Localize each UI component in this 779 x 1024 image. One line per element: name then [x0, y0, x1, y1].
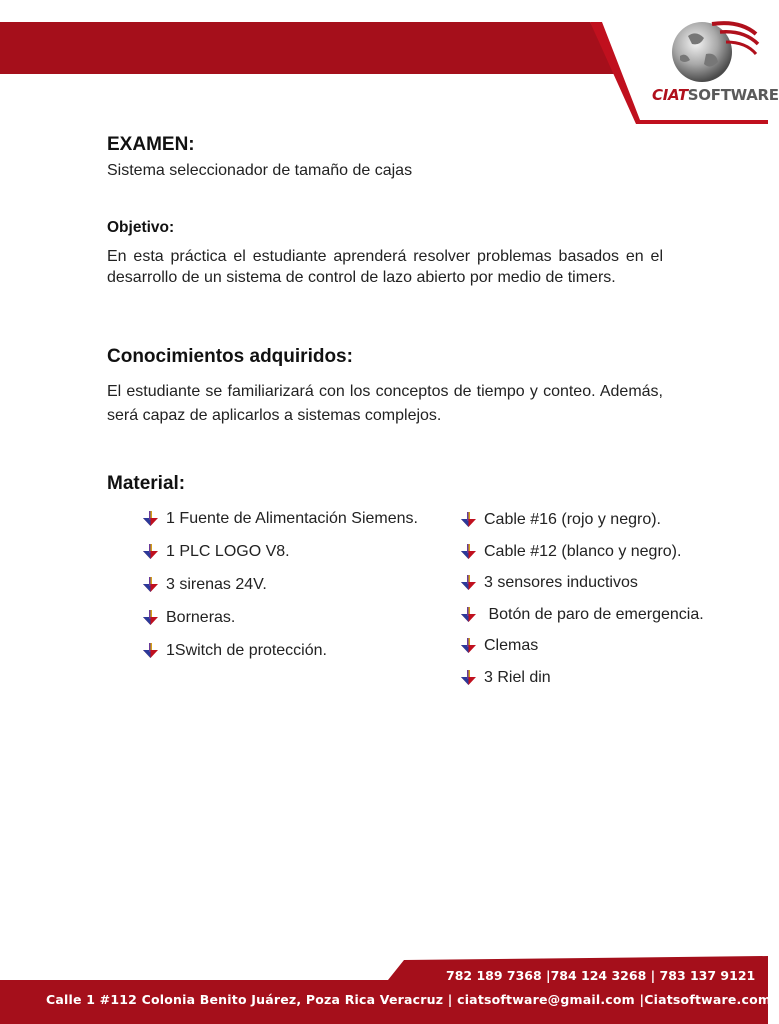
- brand-logo-text: [652, 86, 779, 104]
- globe-logo-icon: [660, 16, 760, 88]
- list-item: [460, 540, 760, 564]
- list-item-text: 1 Fuente de Alimentación Siemens.: [166, 510, 418, 527]
- arrow-bullet-icon: [460, 670, 478, 686]
- footer-address: Calle 1 #112 Colonia Benito Juárez, Poza Rica Veracruz | ciatsoftware@gmail.com |Ciatsoftware.com: [46, 992, 772, 1007]
- material-heading: Material:: [107, 473, 186, 494]
- list-item: [460, 571, 760, 595]
- footer-band: [0, 950, 768, 1024]
- objective-text: En esta práctica el estudiante aprenderá resolver problemas basados en el desarrollo de un sistema de control de lazo abierto por medio de timers.: [107, 248, 663, 286]
- list-item: [142, 540, 418, 564]
- list-item: [460, 634, 760, 658]
- list-item-text: Cable #16 (rojo y negro).: [484, 511, 661, 528]
- list-item-text: Borneras.: [166, 609, 236, 626]
- list-item-text: 1 PLC LOGO V8.: [166, 543, 290, 560]
- footer-phone-numbers: 782 189 7368 |784 124 3268 | 783 137 9121: [446, 968, 756, 983]
- arrow-bullet-icon: [460, 544, 478, 560]
- knowledge-text: El estudiante se familiarizará con los conceptos de tiempo y conteo. Además, será capaz de aplicarlos a sistemas complejos.: [107, 383, 663, 424]
- arrow-bullet-icon: [142, 577, 160, 593]
- list-item: [142, 639, 418, 663]
- list-item-text: 1Switch de protección.: [166, 642, 327, 659]
- exam-subtitle: Sistema seleccionador de tamaño de cajas: [107, 162, 413, 179]
- arrow-bullet-icon: [460, 607, 478, 623]
- list-item-text: 3 Riel din: [484, 668, 551, 686]
- arrow-bullet-icon: [460, 512, 478, 528]
- list-item-text: Botón de paro de emergencia.: [484, 605, 704, 623]
- knowledge-heading: Conocimientos adquiridos:: [107, 346, 353, 367]
- arrow-bullet-icon: [142, 511, 160, 527]
- arrow-bullet-icon: [142, 643, 160, 659]
- list-item-text: Clemas: [484, 637, 539, 654]
- brand-name-red: CIAT: [652, 86, 688, 104]
- arrow-bullet-icon: [460, 575, 478, 591]
- list-item: [460, 508, 760, 532]
- list-item: [460, 666, 760, 690]
- list-item: [142, 606, 418, 630]
- list-item-text: 3 sensores inductivos: [484, 574, 638, 591]
- list-item: [460, 603, 760, 627]
- exam-title: EXAMEN:: [107, 134, 195, 155]
- objective-heading: Objetivo:: [107, 219, 175, 236]
- list-item: [142, 573, 418, 597]
- arrow-bullet-icon: [460, 638, 478, 654]
- list-item-text: 3 sirenas 24V.: [166, 576, 267, 593]
- arrow-bullet-icon: [142, 544, 160, 560]
- header-band: [0, 0, 768, 130]
- list-item-text: Cable #12 (blanco y negro).: [484, 542, 682, 560]
- arrow-bullet-icon: [142, 610, 160, 626]
- list-item: [142, 507, 418, 531]
- brand-name-gray: SOFTWARE: [687, 86, 779, 104]
- material-list-left: [142, 507, 418, 672]
- material-list-right: [460, 508, 760, 697]
